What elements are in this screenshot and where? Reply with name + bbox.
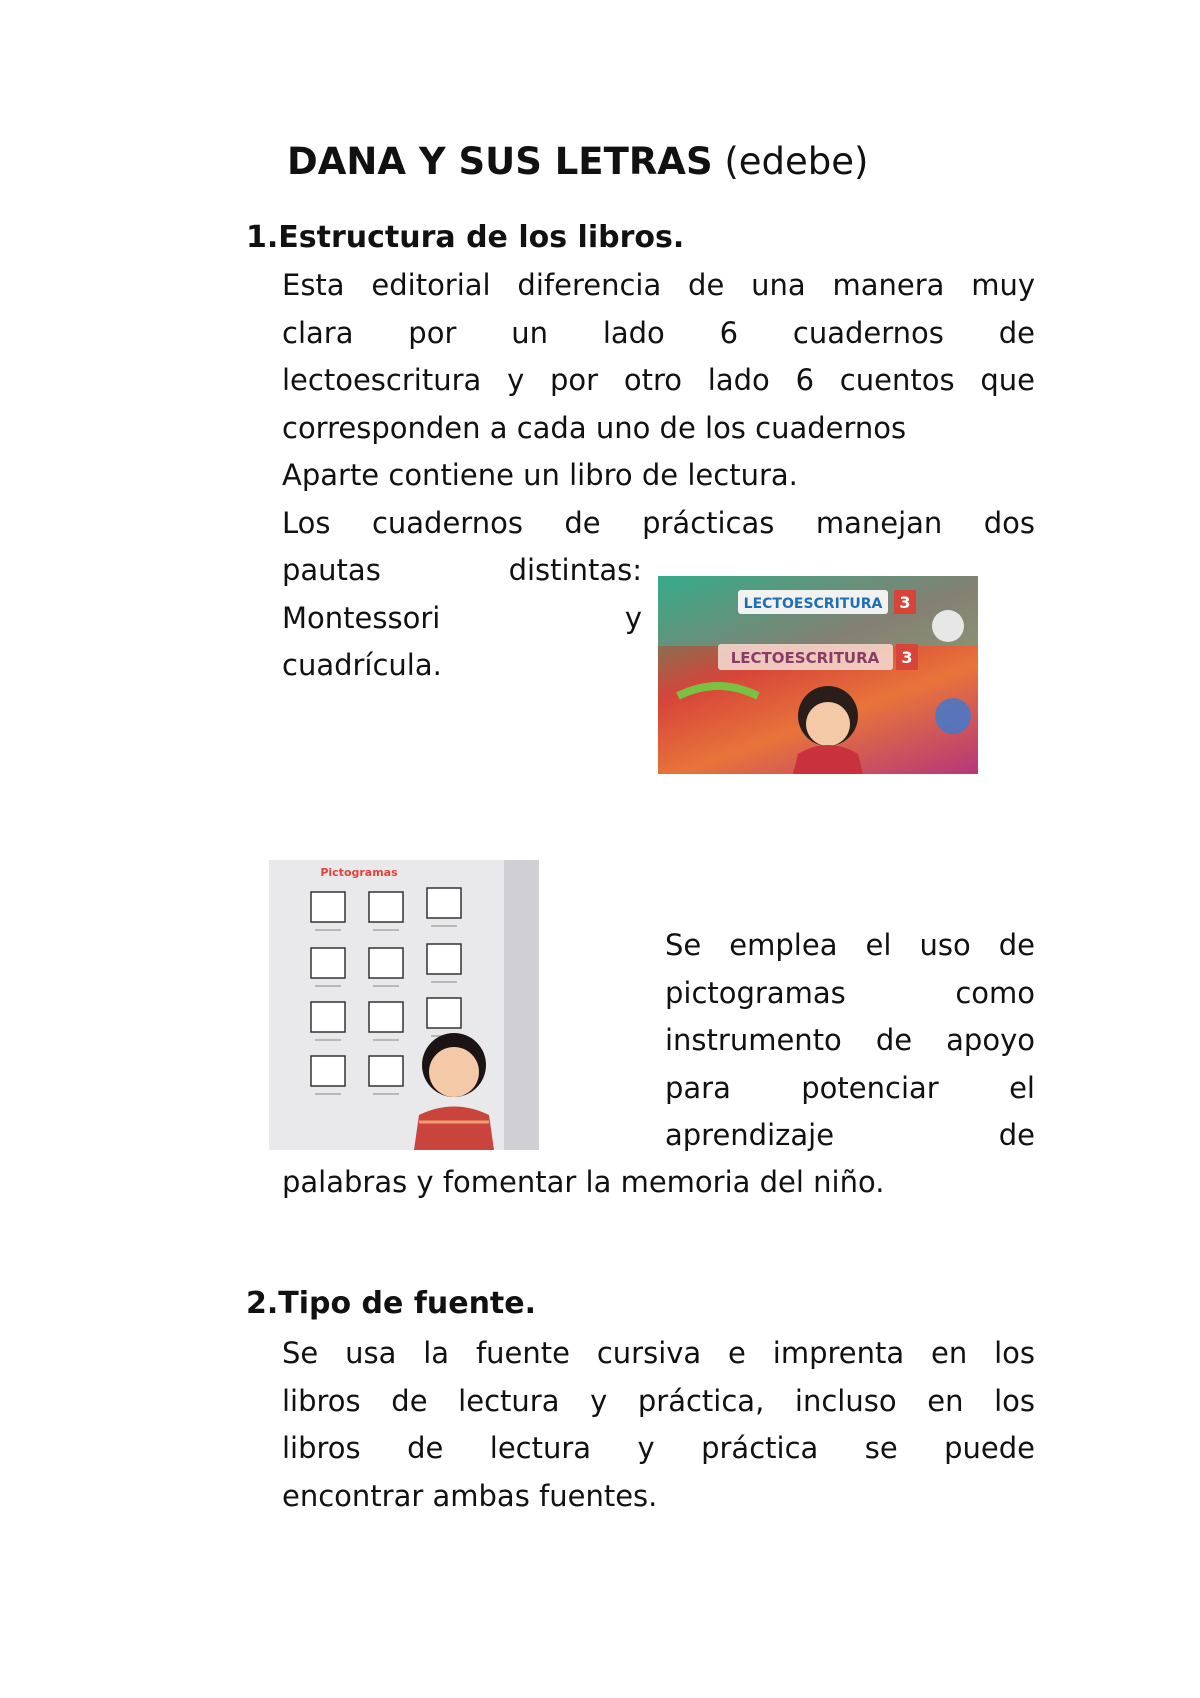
- text-line: Se usa la fuente cursiva e imprenta en los: [282, 1336, 1035, 1370]
- text-line: pautas distintas:: [282, 553, 642, 587]
- section-2-heading: 2.Tipo de fuente.: [246, 1286, 537, 1321]
- workbook-covers-illustration: [658, 576, 978, 774]
- text-line: instrumento de apoyo: [665, 1023, 1035, 1057]
- pictograms-photo: [269, 860, 539, 1150]
- text-line: Esta editorial diferencia de una manera muy: [282, 268, 1035, 302]
- text-line: libros de lectura y práctica, incluso en los: [282, 1383, 1035, 1418]
- text-line: cuadrícula.: [282, 648, 442, 682]
- text-line: Los cuadernos de prácticas manejan dos: [282, 505, 1035, 540]
- pictograms-paragraph-end: [282, 1159, 1035, 1207]
- workbook-covers-photo: [658, 576, 978, 774]
- pictograms-heading: Pictogramas: [320, 866, 398, 879]
- text-line: aprendizaje de: [665, 1118, 1035, 1152]
- text-line: Montessori y: [282, 600, 642, 635]
- pictograms-paragraph: [665, 922, 1035, 1160]
- text-line: corresponden a cada uno de los cuadernos: [282, 410, 907, 445]
- text-line: pictogramas como: [665, 975, 1035, 1010]
- text-line: lectoescritura y por otro lado 6 cuentos que: [282, 363, 1035, 397]
- text-line: para potenciar el: [665, 1070, 1035, 1105]
- section-1-heading: 1.Estructura de los libros.: [246, 220, 685, 255]
- text-line: clara por un lado 6 cuadernos de: [282, 315, 1035, 350]
- section-2-paragraph: [282, 1330, 1035, 1520]
- title-publisher: (edebe): [724, 140, 869, 183]
- text-line: libros de lectura y práctica se puede: [282, 1431, 1035, 1465]
- document-title: [287, 140, 869, 183]
- text-line: Se emplea el uso de: [665, 928, 1035, 962]
- cover-label-bottom: LECTOESCRITURA: [730, 649, 880, 667]
- pictograms-illustration: [269, 860, 539, 1150]
- cover-number-bottom: 3: [901, 648, 913, 667]
- title-main: DANA Y SUS LETRAS: [287, 140, 713, 183]
- cover-number-top: 3: [899, 593, 911, 612]
- cover-label-top: LECTOESCRITURA: [743, 596, 883, 612]
- text-line: encontrar ambas fuentes.: [282, 1478, 658, 1513]
- text-line: palabras y fomentar la memoria del niño.: [282, 1165, 885, 1199]
- text-line: Aparte contiene un libro de lectura.: [282, 458, 798, 492]
